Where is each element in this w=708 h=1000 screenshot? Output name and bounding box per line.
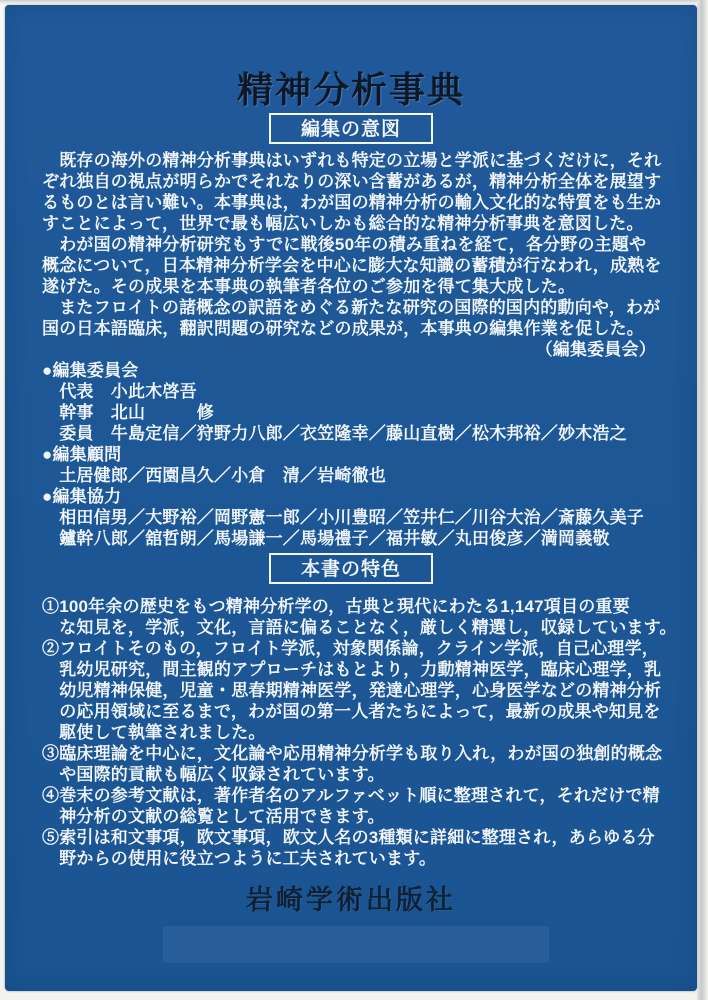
feature-line: 神分析の文献の総覧として活用できます。 xyxy=(42,807,385,826)
feature-line: 駆使して執筆されました。 xyxy=(42,723,266,742)
feature-line: 野からの使用に役立つように工夫されています。 xyxy=(42,849,437,868)
committee-list xyxy=(5,360,697,549)
publisher-name: 岩崎学術出版社 xyxy=(246,885,456,915)
book-title: 精神分析事典 xyxy=(236,70,465,110)
feature-line: 乳幼児研究，間主観的アプローチはもとより，力動精神医学，臨床心理学，乳 xyxy=(42,660,662,679)
editorial-intent-text xyxy=(5,150,697,360)
text-line: 既存の海外の精神分析事典はいずれも特定の立場と学派に基づくだけに，それ xyxy=(42,151,662,170)
text-line: わが国の精神分析研究もすでに戦後50年の積み重ねを経て，各分野の主題や xyxy=(42,235,647,254)
feature-line: な知見を，学派，文化，言語に偏ることなく，厳しく精選し，収録しています。 xyxy=(42,618,677,637)
editorial-intent-header-row xyxy=(5,113,697,144)
feature-line: ⑤索引は和文事項，欧文事項，欧文人名の3種類に詳細に整理され，あらゆる分 xyxy=(42,828,655,847)
text-line: 概念について，日本精神分析学会を中心に膨大な知識の蓄積が行なわれ，成熟を xyxy=(42,256,662,275)
feature-line: の応用領域に至るまで，わが国の第一人者たちによって，最新の成果や知見を xyxy=(42,702,661,721)
feature-line: ②フロイトそのもの，フロイト学派，対象関係論，クライン学派，自己心理学， xyxy=(42,639,659,658)
feature-line: ①100年余の歴史をもつ精神分析学の，古典と現代にわたる1,147項目の重要 xyxy=(42,597,630,616)
book-back-cover xyxy=(5,5,697,991)
text-line: 国の日本語臨床，翻訳問題の研究などの成果が，本事典の編集作業を促した。 xyxy=(42,319,644,338)
feature-line: 幼児精神保健，児童・思春期精神医学，発達心理学，心身医学などの精神分析 xyxy=(42,681,662,700)
cooperation-section-label: ●編集協力 xyxy=(42,487,122,506)
editorial-intent-header-box: 編集の意図 xyxy=(269,113,433,144)
committee-member-line: 委員 牛島定信／狩野力八郎／衣笠隆幸／藤山直樹／松木邦裕／妙木浩之 xyxy=(42,424,627,443)
feature-line: ④巻末の参考文献は，著作者名のアルファベット順に整理されて，それだけで精 xyxy=(42,786,660,805)
committee-member-line: 幹事 北山 修 xyxy=(42,403,214,422)
features-header-row xyxy=(5,553,697,584)
photo-edge xyxy=(697,0,708,1000)
cooperation-member-line: 相田信男／大野裕／岡野憲一郎／小川豊昭／笠井仁／川谷大治／斎藤久美子 xyxy=(42,508,644,527)
advisors-member-line: 土居健郎／西園昌久／小倉 清／岩崎徹也 xyxy=(42,466,386,485)
text-line: 遂げた。その成果を本事典の執筆者各位のご参加を得て集大成した。 xyxy=(42,277,576,296)
cooperation-member-line: 鑪幹八郎／舘哲朗／馬場謙一／馬場禮子／福井敏／丸田俊彦／満岡義敬 xyxy=(42,529,610,548)
feature-line: や国際的貢献も幅広く収録されています。 xyxy=(42,765,385,784)
faded-label-band xyxy=(163,926,549,963)
text-line: ぞれ独自の視点が明らかでそれなりの深い含蓄があるが，精神分析全体を展望す xyxy=(42,172,662,191)
committee-member-line: 代表 小此木啓吾 xyxy=(42,382,197,401)
committee-section-label: ●編集委員会 xyxy=(42,361,139,380)
text-line: るものとは言い難い。本事典は，わが国の精神分析の輸入文化的な特質をも生か xyxy=(42,193,662,212)
advisors-section-label: ●編集顧問 xyxy=(42,445,122,464)
feature-line: ③臨床理論を中心に，文化論や応用精神分析学も取り入れ，わが国の独創的概念 xyxy=(42,744,663,763)
text-line: またフロイトの諸概念の訳語をめぐる新たな研究の国際的国内的動向や，わが xyxy=(42,298,661,317)
text-line: すことによって，世界で最も幅広いしかも総合的な精神分析事典を意図した。 xyxy=(42,214,644,233)
features-list xyxy=(5,596,697,869)
editorial-committee-credit: （編集委員会） xyxy=(535,340,656,359)
features-header-box: 本書の特色 xyxy=(269,553,433,584)
